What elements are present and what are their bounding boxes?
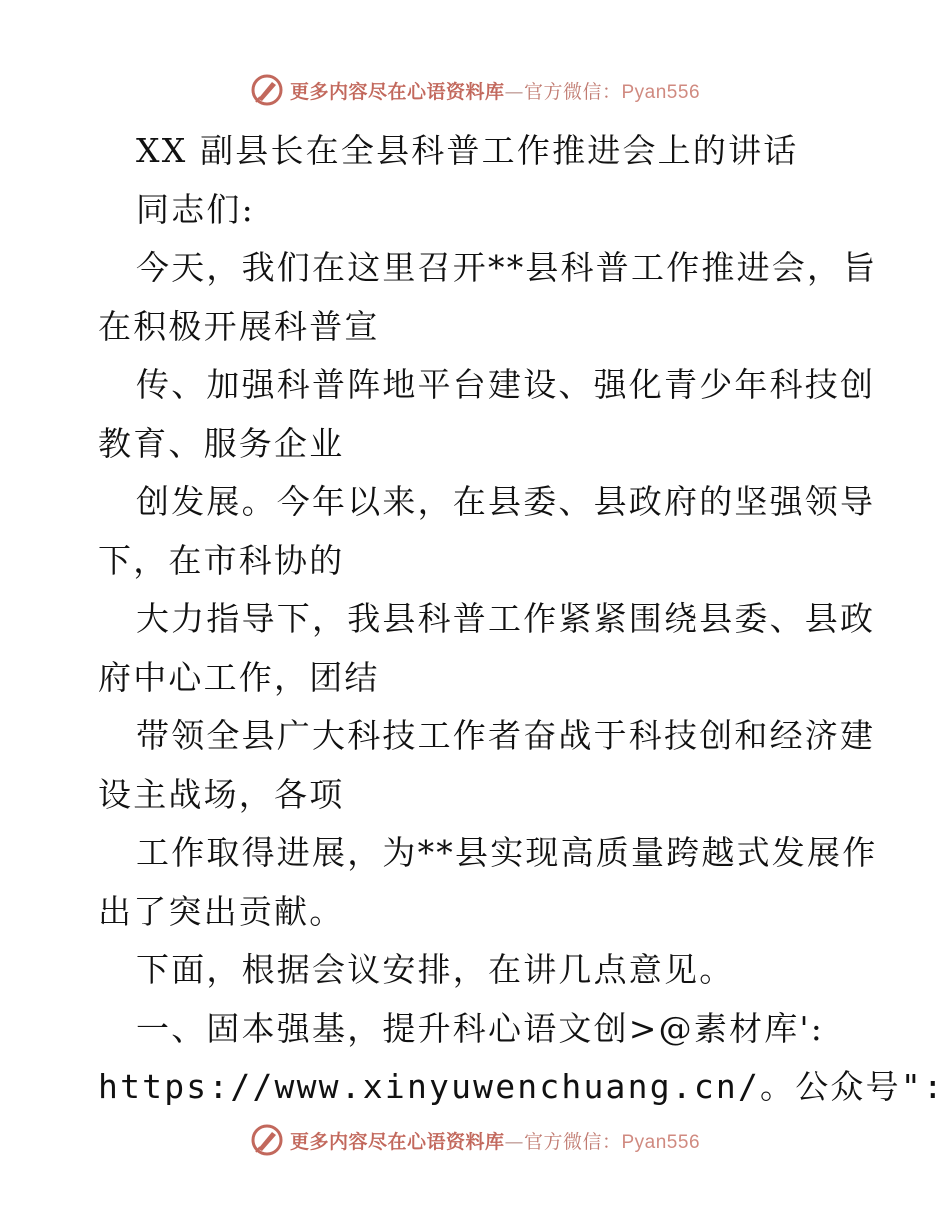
paragraph-line: 府中心工作，团结 (98, 657, 380, 697)
paragraph-line: 在积极开展科普宣 (98, 306, 380, 346)
salutation: 同志们: (136, 189, 255, 229)
paragraph-line: 创发展。今年以来，在县委、县政府的坚强领导 (136, 482, 876, 521)
paragraph-line: 大力指导下，我县科普工作紧紧围绕县委、县政 (136, 599, 876, 638)
section-heading: 一、固本强基，提升科心语文创>@素材库': (136, 1008, 825, 1048)
paragraph-line: 传、加强科普阵地平台建设、强化青少年科技创 (136, 365, 876, 404)
watermark-contact: 官方微信： (523, 1130, 622, 1153)
watermark-name: 更多内容尽在心语资料库 (289, 80, 505, 103)
paragraph-line: 设主战场，各项 (98, 774, 345, 814)
paragraph-line: 下面，根据会议安排，在讲几点意见。 (136, 950, 735, 989)
paragraph-line: 带领全县广大科技工作者奋战于科技创和经济建 (136, 716, 876, 755)
watermark-text (290, 1127, 700, 1154)
document-title: XX 副县长在全县科普工作推进会上的讲话 (136, 131, 799, 170)
paragraph-line: 下，在市科协的 (98, 540, 345, 580)
url-line: https://www.xinyuwenchuang.cn/。公众号": (98, 1067, 945, 1106)
header-watermark (0, 70, 950, 110)
watermark-separator: — (504, 80, 524, 103)
document-body (98, 122, 945, 1117)
watermark-wechat-id: Pyan556 (621, 1131, 701, 1153)
paragraph-line: 出了突出贡献。 (98, 891, 345, 931)
quill-logo-icon (250, 73, 284, 107)
watermark-wechat-id: Pyan556 (621, 81, 701, 103)
watermark-separator: — (504, 1130, 524, 1153)
footer-watermark (0, 1120, 950, 1160)
quill-logo-icon (250, 1123, 284, 1157)
watermark-contact: 官方微信： (523, 80, 622, 103)
watermark-name: 更多内容尽在心语资料库 (289, 1130, 505, 1153)
watermark-text (290, 77, 700, 104)
paragraph-line: 今天，我们在这里召开**县科普工作推进会，旨 (136, 248, 878, 287)
paragraph-line: 教育、服务企业 (98, 423, 345, 463)
paragraph-line: 工作取得进展，为**县实现高质量跨越式发展作 (136, 833, 878, 872)
